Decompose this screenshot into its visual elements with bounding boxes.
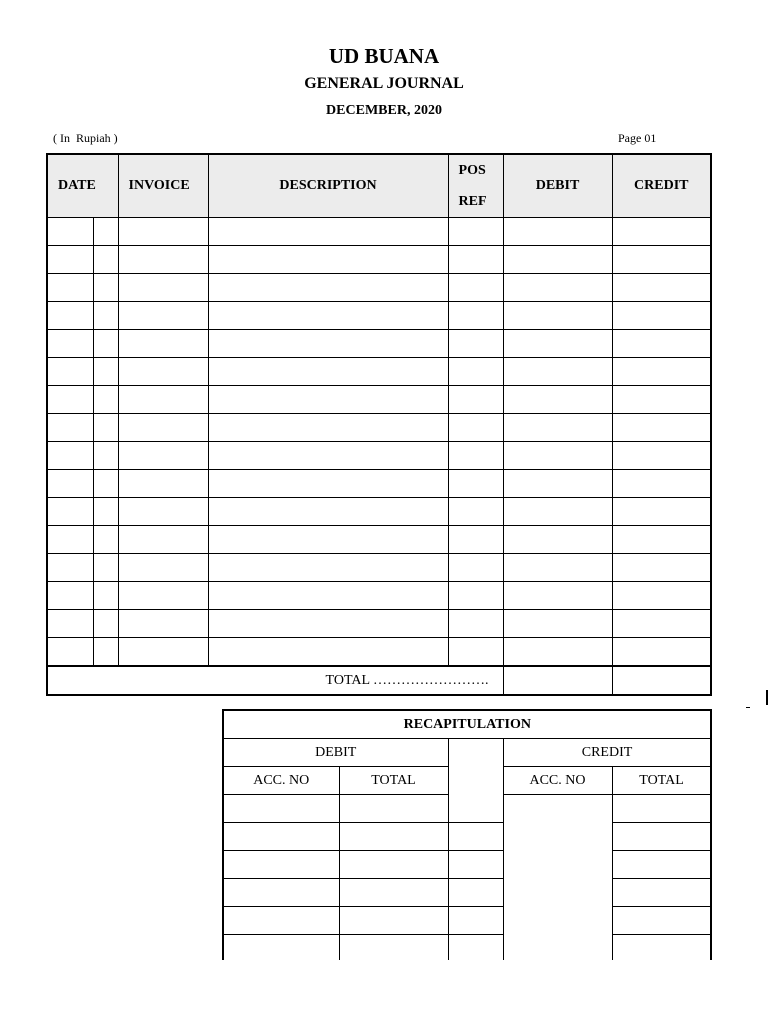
journal-header-row [47,154,711,218]
recap-title-row [223,710,711,739]
date-day-cell[interactable] [47,274,93,302]
debit-cell[interactable] [503,470,612,498]
column-header-date: DATE [47,154,118,218]
date-day-cell[interactable] [47,218,93,246]
date-day-cell[interactable] [47,470,93,498]
recap-credit-accno-header: ACC. NO [503,767,612,795]
posref-line-1: POS [458,163,486,178]
description-cell[interactable] [208,526,448,554]
recap-debit-total-cell[interactable] [339,795,448,823]
debit-cell[interactable] [503,414,612,442]
recap-debit-total-header: TOTAL [339,767,448,795]
debit-cell[interactable] [503,218,612,246]
posref-cell[interactable] [448,554,503,582]
credit-cell[interactable] [612,302,711,330]
date-month-cell[interactable] [93,218,118,246]
recap-credit-accno-cell[interactable] [448,935,503,964]
date-month-cell[interactable] [93,638,118,667]
credit-cell[interactable] [612,274,711,302]
posref-cell[interactable] [448,526,503,554]
description-cell[interactable] [208,414,448,442]
recap-debit-accno-cell[interactable] [223,823,339,851]
invoice-cell[interactable] [118,498,208,526]
recap-title: RECAPITULATION [223,710,711,739]
invoice-cell[interactable] [118,358,208,386]
journal-table [46,153,712,696]
page-cutoff [215,960,768,1024]
date-month-cell[interactable] [93,302,118,330]
recapitulation-table [222,709,712,964]
recap-credit-accno-cell[interactable] [448,879,503,907]
description-cell[interactable] [208,470,448,498]
invoice-cell[interactable] [118,638,208,667]
margin-dash [746,707,750,708]
date-day-cell[interactable] [47,358,93,386]
recap-row [223,879,711,907]
journal-row [47,638,711,667]
recap-debit-total-cell[interactable] [339,879,448,907]
journal-row [47,414,711,442]
date-day-cell[interactable] [47,414,93,442]
recap-credit-total-cell[interactable] [612,935,711,964]
recap-credit-total-cell[interactable] [612,907,711,935]
recap-debit-accno-cell[interactable] [223,851,339,879]
recap-credit-total-cell[interactable] [612,851,711,879]
date-day-cell[interactable] [47,610,93,638]
invoice-cell[interactable] [118,274,208,302]
posref-line-2: REF [458,194,487,209]
description-cell[interactable] [208,498,448,526]
column-header-posref [448,154,503,218]
posref-cell[interactable] [448,442,503,470]
recap-debit-accno-cell[interactable] [223,935,339,964]
description-cell[interactable] [208,554,448,582]
column-header-description: DESCRIPTION [208,154,448,218]
invoice-cell[interactable] [118,414,208,442]
invoice-cell[interactable] [118,218,208,246]
description-cell[interactable] [208,218,448,246]
recap-debit-total-cell[interactable] [339,851,448,879]
journal-row [47,582,711,610]
debit-cell[interactable] [503,582,612,610]
recap-debit-accno-cell[interactable] [223,795,339,823]
description-cell[interactable] [208,638,448,667]
credit-cell[interactable] [612,386,711,414]
invoice-cell[interactable] [118,302,208,330]
recap-debit-total-cell[interactable] [339,935,448,964]
recap-credit-accno-cell[interactable] [612,795,711,823]
posref-cell[interactable] [448,414,503,442]
debit-cell[interactable] [503,498,612,526]
posref-cell[interactable] [448,582,503,610]
description-cell[interactable] [208,582,448,610]
journal-row [47,386,711,414]
credit-cell[interactable] [612,246,711,274]
description-cell[interactable] [208,358,448,386]
date-month-cell[interactable] [93,330,118,358]
recap-section-row [223,739,711,767]
recap-row [223,935,711,964]
debit-cell[interactable] [503,638,612,667]
journal-row [47,610,711,638]
invoice-cell[interactable] [118,610,208,638]
posref-cell[interactable] [448,610,503,638]
total-credit-cell[interactable] [612,666,711,695]
credit-cell[interactable] [612,442,711,470]
date-day-cell[interactable] [47,526,93,554]
journal-row [47,302,711,330]
recap-gap [503,795,612,964]
journal-row [47,330,711,358]
description-cell[interactable] [208,610,448,638]
invoice-cell[interactable] [118,582,208,610]
credit-cell[interactable] [612,414,711,442]
column-header-credit: CREDIT [612,154,711,218]
debit-cell[interactable] [503,554,612,582]
recap-credit-accno-cell[interactable] [448,907,503,935]
currency-note: ( In Rupiah ) [53,131,118,145]
journal-row [47,498,711,526]
debit-cell[interactable] [503,246,612,274]
posref-cell[interactable] [448,274,503,302]
journal-row [47,554,711,582]
description-cell[interactable] [208,330,448,358]
journal-row [47,358,711,386]
credit-cell[interactable] [612,218,711,246]
credit-cell[interactable] [612,638,711,667]
total-debit-cell[interactable] [503,666,612,695]
description-cell[interactable] [208,274,448,302]
date-month-cell[interactable] [93,274,118,302]
period: DECEMBER, 2020 [326,103,442,118]
debit-cell[interactable] [503,442,612,470]
invoice-cell[interactable] [118,386,208,414]
description-cell[interactable] [208,246,448,274]
date-month-cell[interactable] [93,246,118,274]
description-cell[interactable] [208,386,448,414]
date-day-cell[interactable] [47,386,93,414]
date-day-cell[interactable] [47,442,93,470]
date-day-cell[interactable] [47,246,93,274]
column-header-invoice: INVOICE [118,154,208,218]
page-number: Page 01 [618,131,657,145]
recap-debit-accno-cell[interactable] [223,907,339,935]
recap-credit-header: CREDIT [503,739,711,767]
recap-credit-total-header: TOTAL [612,767,711,795]
credit-cell[interactable] [612,526,711,554]
recap-gap-top [448,739,503,823]
journal-row [47,526,711,554]
invoice-cell[interactable] [118,330,208,358]
date-month-cell[interactable] [93,582,118,610]
posref-cell[interactable] [448,246,503,274]
credit-cell[interactable] [612,582,711,610]
description-cell[interactable] [208,302,448,330]
date-day-cell[interactable] [47,498,93,526]
recap-credit-total-cell[interactable] [612,879,711,907]
credit-cell[interactable] [612,610,711,638]
invoice-cell[interactable] [118,442,208,470]
debit-cell[interactable] [503,330,612,358]
posref-cell[interactable] [448,218,503,246]
recap-debit-accno-header: ACC. NO [223,767,339,795]
recap-debit-total-cell[interactable] [339,823,448,851]
date-month-cell[interactable] [93,526,118,554]
debit-cell[interactable] [503,610,612,638]
debit-cell[interactable] [503,386,612,414]
posref-cell[interactable] [448,358,503,386]
date-month-cell[interactable] [93,470,118,498]
credit-cell[interactable] [612,330,711,358]
debit-cell[interactable] [503,358,612,386]
recap-credit-accno-cell[interactable] [448,823,503,851]
recap-credit-total-cell[interactable] [612,823,711,851]
invoice-cell[interactable] [118,470,208,498]
journal-row [47,470,711,498]
debit-cell[interactable] [503,274,612,302]
invoice-cell[interactable] [118,554,208,582]
posref-cell[interactable] [448,470,503,498]
journal-row [47,218,711,246]
recap-row [223,823,711,851]
recap-debit-accno-cell[interactable] [223,879,339,907]
posref-cell[interactable] [448,302,503,330]
date-month-cell[interactable] [93,442,118,470]
journal-row [47,442,711,470]
posref-cell[interactable] [448,330,503,358]
total-label: TOTAL ……………………. [47,666,503,695]
date-day-cell[interactable] [47,554,93,582]
date-month-cell[interactable] [93,498,118,526]
description-cell[interactable] [208,442,448,470]
date-month-cell[interactable] [93,554,118,582]
recap-debit-total-cell[interactable] [339,907,448,935]
credit-cell[interactable] [612,470,711,498]
recap-row [223,907,711,935]
company-name: UD BUANA [328,44,440,68]
date-month-cell[interactable] [93,610,118,638]
journal-row [47,246,711,274]
date-day-cell[interactable] [47,582,93,610]
date-month-cell[interactable] [93,386,118,414]
credit-cell[interactable] [612,498,711,526]
date-day-cell[interactable] [47,330,93,358]
column-header-debit: DEBIT [503,154,612,218]
recap-debit-header: DEBIT [223,739,448,767]
debit-cell[interactable] [503,302,612,330]
invoice-cell[interactable] [118,246,208,274]
posref-cell[interactable] [448,386,503,414]
credit-cell[interactable] [612,358,711,386]
date-day-cell[interactable] [47,638,93,667]
invoice-cell[interactable] [118,526,208,554]
recap-row [223,851,711,879]
credit-cell[interactable] [612,554,711,582]
date-day-cell[interactable] [47,302,93,330]
date-month-cell[interactable] [93,358,118,386]
posref-cell[interactable] [448,498,503,526]
journal-row [47,274,711,302]
journal-total-row [47,666,711,695]
recap-credit-accno-cell[interactable] [448,851,503,879]
posref-cell[interactable] [448,638,503,667]
debit-cell[interactable] [503,526,612,554]
journal-title: GENERAL JOURNAL [304,75,464,92]
date-month-cell[interactable] [93,414,118,442]
